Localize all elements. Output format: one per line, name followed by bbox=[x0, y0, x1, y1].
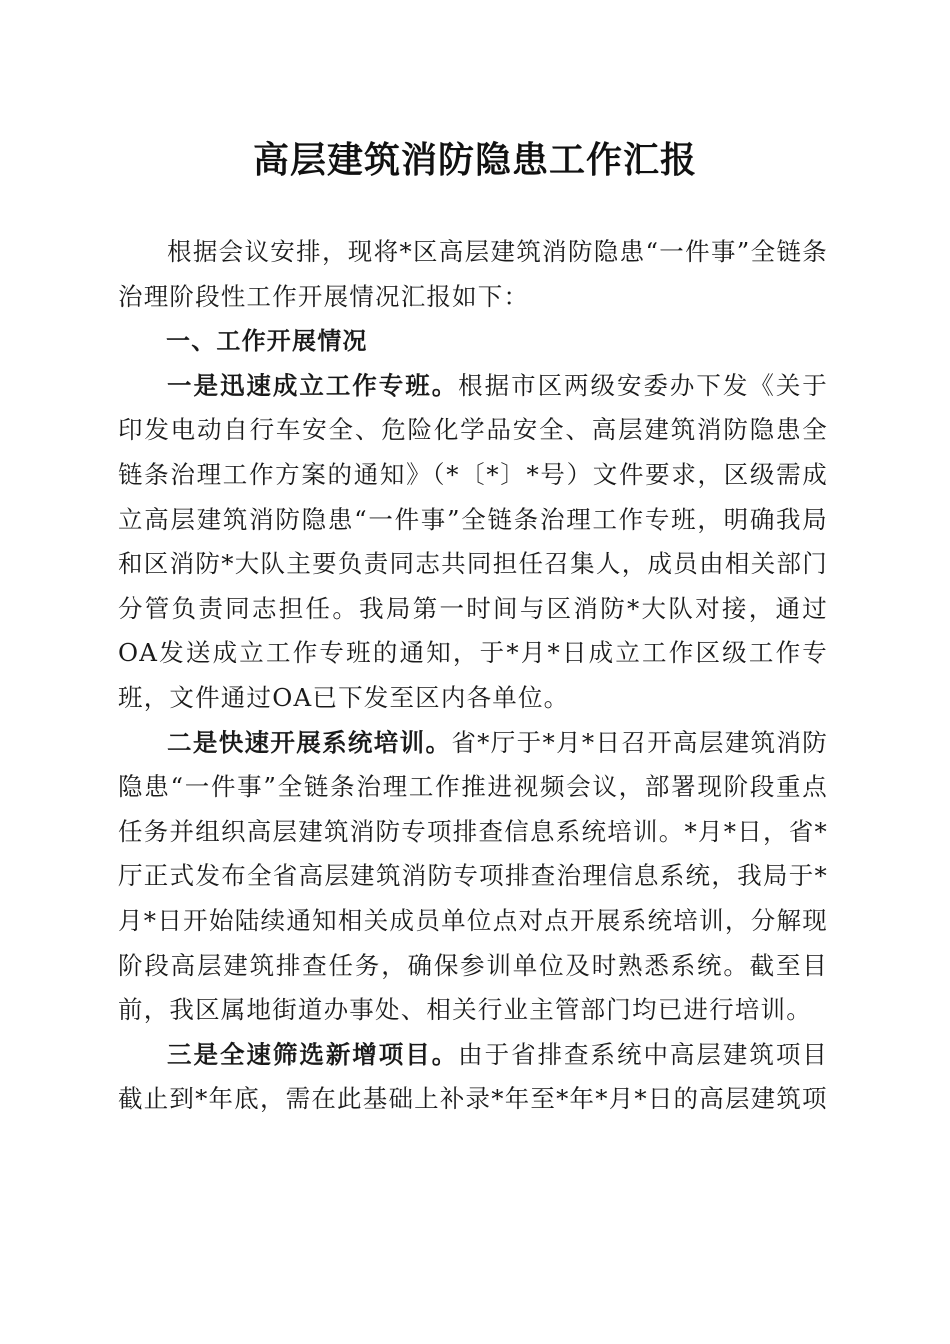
paragraph-lead: 三是全速筛选新增项目。 bbox=[167, 1039, 459, 1069]
document-title: 高层建筑消防隐患工作汇报 bbox=[252, 139, 697, 181]
paragraph-lead: 一是迅速成立工作专班。 bbox=[167, 370, 459, 400]
paragraph-item-1 bbox=[118, 364, 828, 721]
paragraph-lead: 二是快速开展系统培训。 bbox=[167, 727, 452, 757]
intro-paragraph: 根据会议安排，现将*区高层建筑消防隐患“一件事”全链条治理阶段性工作开展情况汇报如下： bbox=[118, 237, 828, 311]
paragraph-text: 省*厅于*月*日召开高层建筑消防隐患“一件事”全链条治理工作推进视频会议，部署现阶段重点任务并组织高层建筑消防专项排查信息系统培训。*月*日，省*厅正式发布全省高层建筑消防专项排查治理信息系统，我局于*月*日开始陆续通知相关成员单位点对点开展系统培训，分解现阶段高层建筑排查任务，确保参训单位及时熟悉系统。截至目前，我区属地街道办事处、相关行业主管部门均已进行培训。 bbox=[118, 727, 828, 1025]
paragraph-text: 根据市区两级安委办下发《关于印发电动自行车安全、危险化学品安全、高层建筑消防隐患全链条治理工作方案的通知》（*〔*〕*号）文件要求，区级需成立高层建筑消防隐患“一件事”全链条治理工作专班，明确我局和区消防*大队主要负责同志共同担任召集人，成员由相关部门分管负责同志担任。我局第一时间与区消防*大队对接，通过OA发送成立工作专班的通知，于*月*日成立工作区级工作专班，文件通过OA已下发至区内各单位。 bbox=[118, 370, 828, 712]
section-heading: 一、工作开展情况 bbox=[166, 327, 368, 356]
paragraph-text: 由于省排查系统中高层建筑项目截止到*年底，需在此基础上补录*年至*年*月*日的高层建筑项 bbox=[118, 1039, 828, 1114]
document-body bbox=[118, 230, 828, 1122]
paragraph-item-3 bbox=[118, 1033, 828, 1122]
paragraph-item-2 bbox=[118, 721, 828, 1033]
